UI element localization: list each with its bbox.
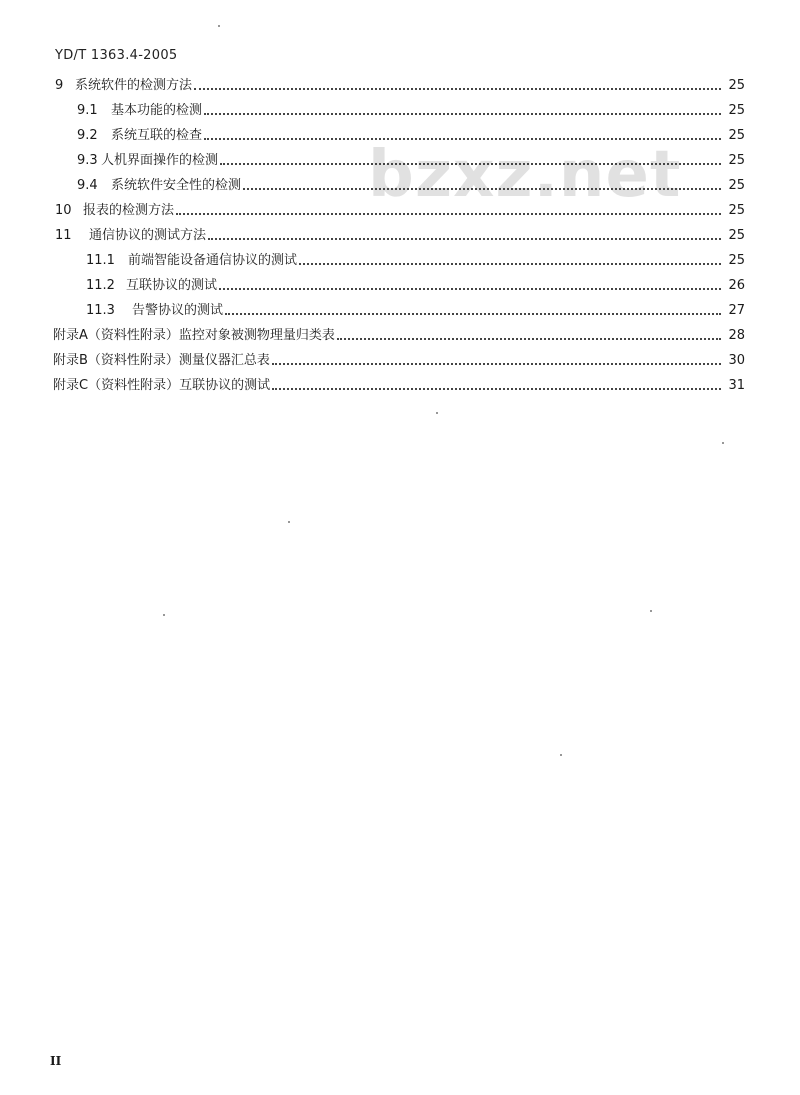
toc-entry-title: 附录A（资料性附录）监控对象被测物理量归类表	[53, 328, 335, 343]
toc-entry-title: 前端智能设备通信协议的测试	[128, 253, 298, 268]
toc-entry-11-3[interactable]	[86, 301, 745, 319]
dot-leader	[204, 138, 721, 140]
dot-leader	[204, 113, 721, 115]
toc-entry-9-2[interactable]	[77, 126, 745, 144]
toc-entry-number: 11.1	[86, 253, 115, 268]
toc-entry-number: 9.1	[77, 103, 98, 118]
toc-entry-number: 11.2	[86, 278, 115, 293]
toc-entry-10[interactable]	[55, 201, 745, 219]
toc-entry-title: 通信协议的测试方法	[89, 228, 207, 243]
toc-entry-title: 系统互联的检查	[111, 128, 203, 143]
watermark: bzxz.net	[368, 138, 682, 212]
dot-leader	[272, 388, 721, 390]
toc-entry-page: 25	[728, 153, 745, 168]
toc-entry-number: 10	[55, 203, 72, 218]
scan-speck	[163, 614, 165, 616]
toc-entry-page: 25	[728, 78, 745, 93]
toc-entry-page: 25	[728, 103, 745, 118]
toc-entry-11-2[interactable]	[86, 276, 745, 294]
scan-speck	[560, 754, 562, 756]
toc-entry-9-1[interactable]	[77, 101, 745, 119]
toc-entry-9[interactable]	[55, 76, 745, 94]
dot-leader	[219, 288, 721, 290]
toc-entry-page: 25	[728, 253, 745, 268]
scan-speck	[218, 25, 220, 27]
toc-entry-number: 9.2	[77, 128, 98, 143]
toc-entry-number: 9.3	[77, 153, 98, 168]
dot-leader	[299, 263, 721, 265]
toc-entry-appendix-b[interactable]	[53, 351, 745, 369]
toc-entry-title: 人机界面操作的检测	[101, 153, 219, 168]
toc-entry-title: 系统软件的检测方法	[75, 78, 193, 93]
toc-entry-title: 报表的检测方法	[83, 203, 175, 218]
toc-entry-page: 25	[728, 128, 745, 143]
toc-entry-number: 9	[55, 78, 64, 93]
dot-leader	[272, 363, 721, 365]
toc-entry-appendix-c[interactable]	[53, 376, 745, 394]
toc-entry-page: 31	[728, 378, 745, 393]
dot-leader	[243, 188, 721, 190]
toc-entry-page: 30	[728, 353, 745, 368]
toc-entry-title: 附录B（资料性附录）测量仪器汇总表	[53, 353, 270, 368]
scan-speck	[436, 412, 438, 414]
toc-entry-page: 26	[728, 278, 745, 293]
toc-entry-title: 基本功能的检测	[111, 103, 203, 118]
toc-entry-page: 27	[728, 303, 745, 318]
dot-leader	[220, 163, 721, 165]
dot-leader	[208, 238, 721, 240]
scan-speck	[650, 610, 652, 612]
scan-speck	[288, 521, 290, 523]
toc-entry-number: 11	[55, 228, 72, 243]
dot-leader	[194, 88, 721, 90]
toc-entry-page: 25	[728, 178, 745, 193]
toc-entry-title: 系统软件安全性的检测	[111, 178, 242, 193]
toc-entry-title: 互联协议的测试	[126, 278, 218, 293]
toc-entry-number: 11.3	[86, 303, 115, 318]
toc-entry-11-1[interactable]	[86, 251, 745, 269]
page-number-footer: II	[50, 1054, 62, 1068]
dot-leader	[337, 338, 721, 340]
toc-entry-appendix-a[interactable]	[53, 326, 745, 344]
dot-leader	[176, 213, 721, 215]
dot-leader	[225, 313, 721, 315]
toc-entry-page: 25	[728, 228, 745, 243]
toc-entry-page: 28	[728, 328, 745, 343]
document-code-header: YD/T 1363.4-2005	[55, 48, 178, 63]
toc-entry-9-4[interactable]	[77, 176, 745, 194]
toc-entry-title: 附录C（资料性附录）互联协议的测试	[53, 378, 271, 393]
toc-entry-9-3[interactable]	[77, 151, 745, 169]
toc-entry-number: 9.4	[77, 178, 98, 193]
toc-entry-title: 告警协议的测试	[132, 303, 224, 318]
scan-speck	[722, 442, 724, 444]
toc-entry-11[interactable]	[55, 226, 745, 244]
toc-entry-page: 25	[728, 203, 745, 218]
